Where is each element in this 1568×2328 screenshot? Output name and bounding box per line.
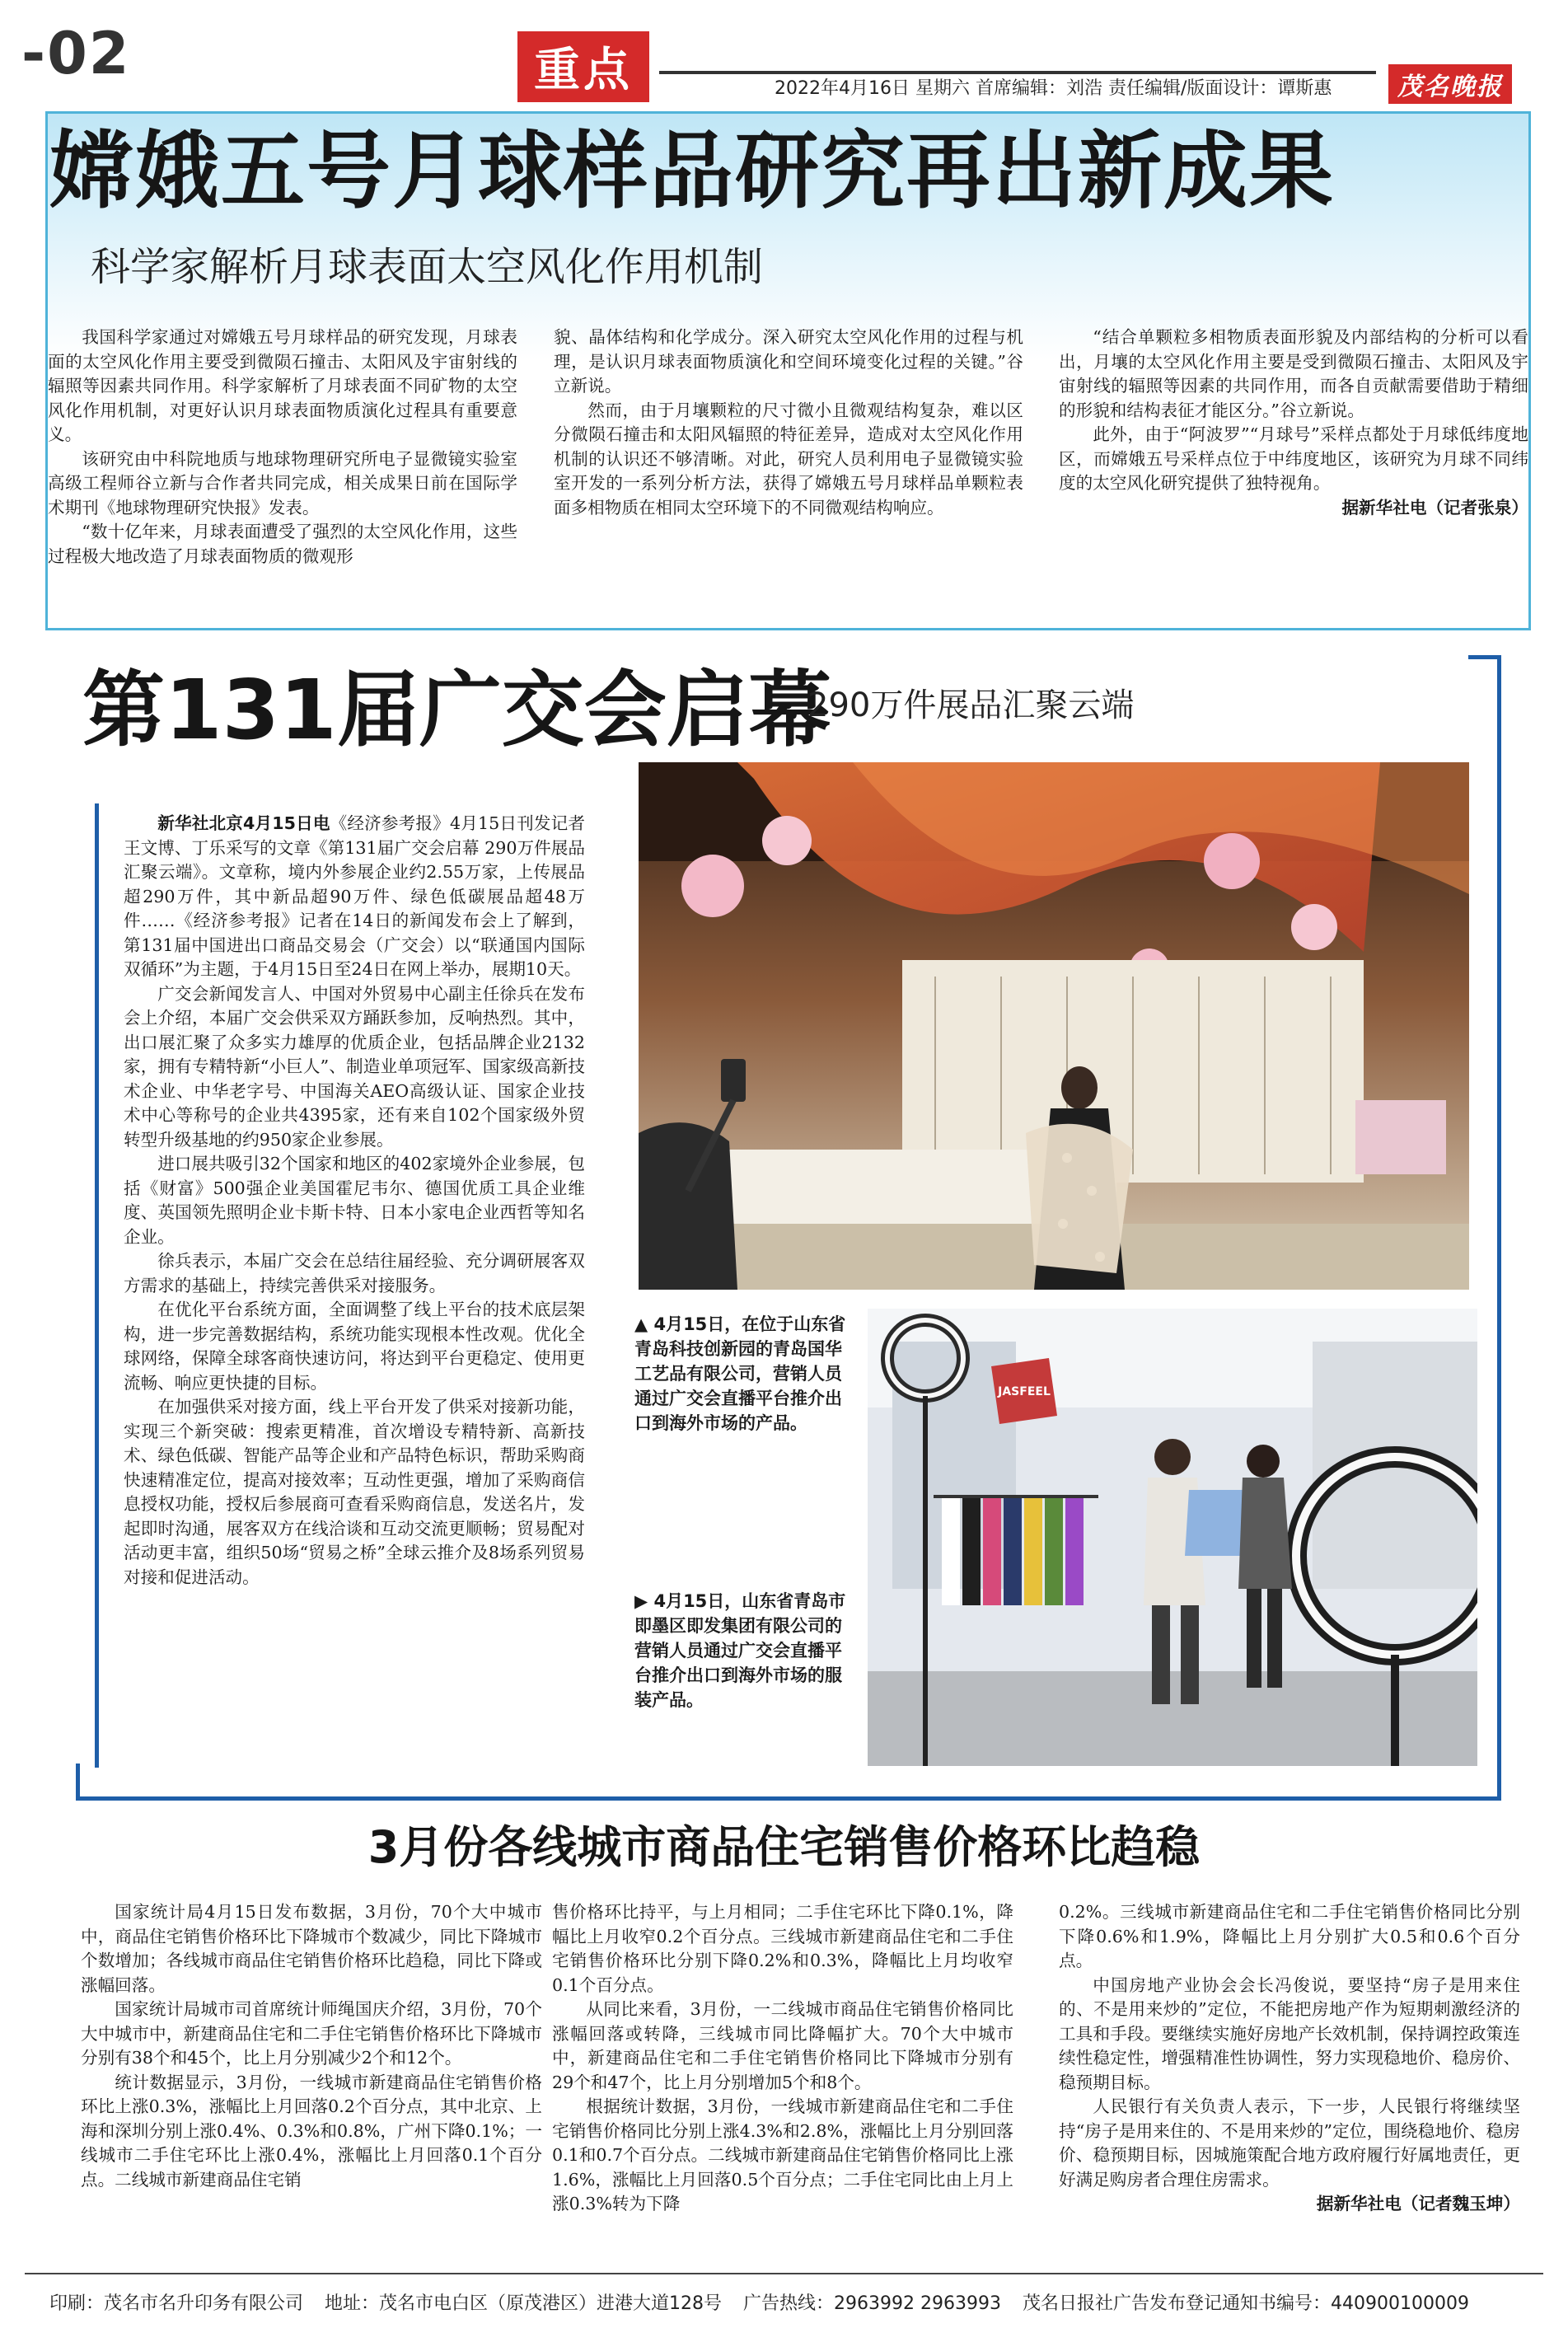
paragraph: 根据统计数据，3月份，一线城市新建商品住宅和二手住宅销售价格同比分别上涨4.3%和2.8%，涨幅比上月分别回落0.1和0.7个百分点。二线城市新建商品住宅销售价格同比上涨1.6%，涨幅比上月回落0.5个百分点；二手住宅同比由上月上涨0.3%转为下降 [552, 2096, 1013, 2213]
footer-license: 茂名日报社广告发布登记通知书编号：440900100009 [1022, 2293, 1469, 2314]
paragraph: 徐兵表示，本届广交会在总结往届经验、充分调研展客双方需求的基础上，持续完善供采对接服务。 [124, 1251, 585, 1295]
paragraph: 我国科学家通过对嫦娥五号月球样品的研究发现，月球表面的太空风化作用主要受到微陨石撞击、太阳风及宇宙射线的辐照等因素共同作用。科学家解析了月球表面不同矿物的太空风化作用机制，对更好认识月球表面物质演化过程具有重要意义。 [48, 327, 517, 444]
paragraph: 统计数据显示，3月份，一线城市新建商品住宅销售价格环比上涨0.3%，涨幅比上月回落0.2个百分点，其中北京、上海和深圳分别上涨0.4%、0.3%和0.8%，广州下降0.1%；一线城市二手住宅环比上涨0.4%，涨幅比上月回落0.1个百分点。二线城市新建商品住宅销 [81, 2072, 542, 2190]
housing-column-3 [1059, 1900, 1520, 2217]
lead-column-2 [554, 326, 1023, 520]
fair-article-text [124, 812, 585, 1590]
paragraph: 在加强供采对接方面，线上平台开发了供采对接新功能，实现三个新突破：搜索更精准，首次增设专精特新、高新技术、绿色低碳、智能产品等企业和产品特色标识，帮助采购商快速精准定位，提高对接效率；互动性更强，增加了采购商信息授权功能，授权后参展商可查看采购商信息，发送名片，发起即时沟通，展客双方在线洽谈和互动交流更顺畅；贸易配对活动更丰富，组织50场“贸易之桥”全球云推介及8场系列贸易对接和促进活动。 [124, 1397, 585, 1587]
photo-caption-1: ▲ 4月15日，在位于山东省青岛科技创新园的青岛国华工艺品有限公司，营销人员通过广交会直播平台推介出口到海外市场的产品。 [634, 1314, 846, 1433]
page-number: -02 [21, 20, 131, 87]
housing-column-1 [81, 1900, 542, 2192]
paragraph: 人民银行有关负责人表示，下一步，人民银行将继续坚持“房子是用来住的、不是用来炒的”定位，围绕稳地价、稳房价、稳预期目标，因城施策配合地方政府履行好属地责任，更好满足购房者合理住房需求。 [1059, 2096, 1520, 2190]
paragraph: 售价格环比持平，与上月相同；二手住宅环比下降0.1%，降幅比上月收窄0.2个百分点。三线城市新建商品住宅和二手住宅销售价格环比分别下降0.2%和0.3%，降幅比上月均收窄0.1个百分点。 [552, 1902, 1013, 1995]
paragraph: 进口展共吸引32个国家和地区的402家境外企业参展，包括《财富》500强企业美国霍尼韦尔、德国优质工具企业维度、英国领先照明企业卡斯卡特、日本小家电企业西哲等知名企业。 [124, 1154, 585, 1247]
frame-corner [1468, 655, 1501, 659]
footer-rule [25, 2273, 1543, 2274]
paragraph: 此外，由于“阿波罗”“月球号”采样点都处于月球低纬度地区，而嫦娥五号采样点位于中纬度地区，该研究为月球不同纬度的太空风化研究提供了独特视角。 [1059, 424, 1528, 493]
lead-subheadline: 科学家解析月球表面太空风化作用机制 [91, 244, 764, 290]
paragraph: 国家统计局4月15日发布数据，3月份，70个大中城市中，商品住宅销售价格环比下降城市个数减少，同比下降城市个数增加；各线城市商品住宅销售价格环比趋稳，同比下降或涨幅回落。 [81, 1902, 542, 1995]
paragraph: 貌、晶体结构和化学成分。深入研究太空风化作用的过程与机理，是认识月球表面物质演化和空间环境变化过程的关键。”谷立新说。 [554, 327, 1023, 396]
paragraph: 然而，由于月壤颗粒的尺寸微小且微观结构复杂，难以区分微陨石撞击和太阳风辐照的特征差异，造成对太空风化作用机制的认识还不够清晰。对此，研究人员利用电子显微镜实验室开发的一系列分析方法，获得了嫦娥五号月球样品单颗粒表面多相物质在相同太空环境下的不同微观结构响应。 [554, 400, 1023, 518]
housing-headline: 3月份各线城市商品住宅销售价格环比趋稳 [367, 1821, 1201, 1873]
garment-livestream-photo [868, 1309, 1477, 1766]
paragraph: 从同比来看，3月份，一二线城市商品住宅销售价格同比涨幅回落或转降，三线城市同比降幅扩大。70个大中城市中，新建商品住宅和二手住宅销售价格同比下降城市分别有29个和47个，比上月分别增加5个和8个。 [552, 1999, 1013, 2092]
footer-printer: 印刷：茂名市名升印务有限公司 [49, 2293, 304, 2314]
lead-column-3 [1059, 326, 1528, 520]
paragraph: 0.2%。三线城市新建商品住宅和二手住宅销售价格同比分别下降0.6%和1.9%，降幅比上月分别扩大0.5和0.6个百分点。 [1059, 1902, 1520, 1970]
paragraph: 国家统计局城市司首席统计师绳国庆介绍，3月份，70个大中城市中，新建商品住宅和二手住宅销售价格环比下降城市分别有38个和45个，比上月分别减少2个和12个。 [81, 1999, 542, 2068]
paragraph: “结合单颗粒多相物质表面形貌及内部结构的分析可以看出，月壤的太空风化作用主要是受到微陨石撞击、太阳风及宇宙射线的辐照等因素的共同作用，而各自贡献需要借助于精细的形貌和结构表征才能区分。”谷立新说。 [1059, 327, 1528, 420]
lead-headline: 嫦娥五号月球样品研究再出新成果 [49, 123, 1335, 221]
paragraph: 该研究由中科院地质与地球物理研究所电子显微镜实验室高级工程师谷立新与合作者共同完成，相关成果日前在国际学术期刊《地球物理研究快报》发表。 [48, 448, 517, 518]
paragraph: “数十亿年来，月球表面遭受了强烈的太空风化作用，这些过程极大地改造了月球表面物质的微观形 [48, 522, 517, 566]
paragraph: 广交会新闻发言人、中国对外贸易中心副主任徐兵在发布会上介绍，本届广交会供采双方踊跃参加，反响热烈。其中，出口展汇聚了众多实力雄厚的优质企业，包括品牌企业2132家，拥有专精特新“小巨人”、制造业单项冠军、国家级高新技术企业、中华老字号、中国海关AEO高级认证、国家企业技术中心等称号的企业共4395家，还有来自102个国家级外贸转型升级基地的约950家企业参展。 [124, 983, 585, 1150]
byline: 据新华社电（记者张泉） [1341, 497, 1528, 518]
fair-headline: 第131届广交会启幕 [82, 662, 831, 758]
photo-caption-2: ▶ 4月15日，山东省青岛市即墨区即发集团有限公司的营销人员通过广交会直播平台推介出口到海外市场的服装产品。 [634, 1591, 846, 1710]
newspaper-logo: 茂名晚报 [1388, 64, 1512, 104]
dateline: 新华社北京4月15日电 [157, 813, 330, 833]
issue-meta: 2022年4月16日 星期六 首席编辑：刘浩 责任编辑/版面设计：谭斯惠 [775, 78, 1332, 99]
footer-address: 地址：茂名市电白区（原茂港区）进港大道128号 [325, 2293, 723, 2314]
lead-column-1 [48, 326, 517, 569]
footer-ad-hotline: 广告热线：2963992 2963993 [743, 2293, 1001, 2314]
paragraph: 新华社北京4月15日电《经济参考报》4月15日刊发记者王文博、丁乐采写的文章《第131届广交会启幕 290万件展品汇聚云端》。文章称，境内外参展企业约2.55万家，上传展品超290万件，其中新品超90万件、绿色低碳展品超48万件……《经济参考报》记者在14日的新闻发布会上了解到，第131届中国进出口商品交易会（广交会）以“联通国内国际双循环”为主题，于4月15日至24日在网上举办，展期10天。 [124, 813, 585, 979]
frame-corner [76, 1764, 80, 1801]
exhibition-livestream-photo [639, 762, 1469, 1290]
housing-column-2 [552, 1900, 1013, 2217]
byline: 据新华社电（记者魏玉坤） [1316, 2194, 1520, 2213]
column-rule [95, 803, 99, 1768]
paragraph: 中国房地产业协会会长冯俊说，要坚持“房子是用来住的、不是用来炒的”定位，不能把房地产作为短期刺激经济的工具和手段。要继续实施好房地产长效机制，保持调控政策连续性稳定性，增强精准性协调性，努力实现稳地价、稳房价、稳预期目标。 [1059, 1974, 1520, 2092]
brand-sign: JASFEEL [998, 1385, 1051, 1398]
paragraph: 在优化平台系统方面，全面调整了线上平台的技术底层架构，进一步完善数据结构，系统功能实现根本性改观。优化全球网络，保障全球客商快速访问，将达到平台更稳定、使用更流畅、响应更快捷的目标。 [124, 1300, 585, 1393]
section-badge: 重点 [517, 31, 649, 102]
footer [49, 2289, 1469, 2315]
fair-subheadline: 290万件展品汇聚云端 [807, 686, 1135, 724]
